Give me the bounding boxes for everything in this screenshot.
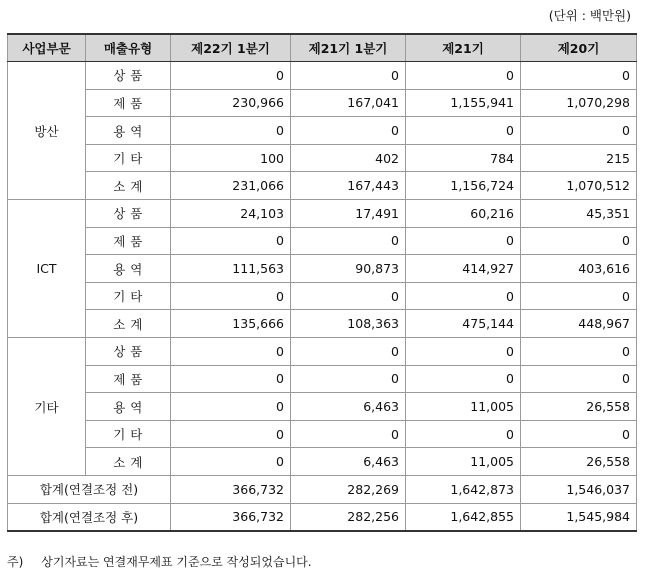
footnote-mark: 주)	[7, 555, 24, 569]
sales-type: 상 품	[86, 62, 171, 90]
cell-value: 1,642,855	[406, 503, 521, 531]
segment-name: 방산	[8, 62, 86, 200]
cell-value: 0	[521, 282, 637, 310]
cell-value: 0	[406, 365, 521, 393]
cell-value: 0	[171, 117, 291, 145]
sales-type: 소 계	[86, 448, 171, 476]
cell-value: 26,558	[521, 393, 637, 421]
sales-type: 상 품	[86, 338, 171, 366]
cell-value: 0	[171, 448, 291, 476]
sales-type: 용 역	[86, 393, 171, 421]
cell-value: 1,155,941	[406, 89, 521, 117]
sales-type: 제 품	[86, 227, 171, 255]
table-row	[8, 448, 637, 476]
table-row	[8, 89, 637, 117]
cell-value: 45,351	[521, 200, 637, 228]
table-row	[8, 172, 637, 200]
cell-value: 135,666	[171, 310, 291, 338]
cell-value: 0	[291, 338, 406, 366]
table-row	[8, 144, 637, 172]
cell-value: 0	[521, 227, 637, 255]
table-row	[8, 62, 637, 90]
sales-type: 소 계	[86, 310, 171, 338]
cell-value: 111,563	[171, 255, 291, 283]
cell-value: 1,156,724	[406, 172, 521, 200]
cell-value: 1,070,298	[521, 89, 637, 117]
cell-value: 402	[291, 144, 406, 172]
total-row-before-adjustment	[8, 476, 637, 504]
sales-type: 기 타	[86, 282, 171, 310]
table-row	[8, 338, 637, 366]
unit-label: (단위 : 백만원)	[548, 8, 631, 23]
cell-value: 403,616	[521, 255, 637, 283]
cell-value: 0	[521, 62, 637, 90]
cell-value: 282,256	[291, 503, 406, 531]
cell-value: 0	[406, 117, 521, 145]
total-row-after-adjustment	[8, 503, 637, 531]
cell-value: 414,927	[406, 255, 521, 283]
cell-value: 0	[406, 338, 521, 366]
cell-value: 0	[291, 420, 406, 448]
header-sales-type: 매출유형	[86, 34, 171, 62]
cell-value: 60,216	[406, 200, 521, 228]
sales-type: 제 품	[86, 365, 171, 393]
table-row	[8, 282, 637, 310]
cell-value: 282,269	[291, 476, 406, 504]
cell-value: 167,041	[291, 89, 406, 117]
segment-name: ICT	[8, 200, 86, 338]
cell-value: 0	[171, 393, 291, 421]
table-row	[8, 310, 637, 338]
total-label: 합계(연결조정 후)	[8, 503, 171, 531]
cell-value: 366,732	[171, 476, 291, 504]
cell-value: 0	[521, 420, 637, 448]
cell-value: 448,967	[521, 310, 637, 338]
sales-type: 상 품	[86, 200, 171, 228]
table-row	[8, 255, 637, 283]
cell-value: 24,103	[171, 200, 291, 228]
cell-value: 6,463	[291, 393, 406, 421]
cell-value: 230,966	[171, 89, 291, 117]
sales-table	[7, 33, 637, 532]
footnote-text: 상기자료는 연결재무제표 기준으로 작성되었습니다.	[41, 555, 312, 569]
footnote	[7, 553, 312, 570]
cell-value: 100	[171, 144, 291, 172]
cell-value: 0	[406, 227, 521, 255]
cell-value: 1,545,984	[521, 503, 637, 531]
cell-value: 1,070,512	[521, 172, 637, 200]
cell-value: 0	[521, 338, 637, 366]
cell-value: 0	[291, 282, 406, 310]
cell-value: 1,546,037	[521, 476, 637, 504]
cell-value: 167,443	[291, 172, 406, 200]
cell-value: 0	[171, 338, 291, 366]
cell-value: 11,005	[406, 393, 521, 421]
cell-value: 0	[171, 62, 291, 90]
cell-value: 0	[291, 365, 406, 393]
header-segment: 사업부문	[8, 34, 86, 62]
header-21-q1: 제21기 1분기	[291, 34, 406, 62]
cell-value: 0	[171, 420, 291, 448]
cell-value: 17,491	[291, 200, 406, 228]
table-row	[8, 365, 637, 393]
sales-type: 용 역	[86, 117, 171, 145]
cell-value: 1,642,873	[406, 476, 521, 504]
table-row	[8, 200, 637, 228]
cell-value: 475,144	[406, 310, 521, 338]
total-label: 합계(연결조정 전)	[8, 476, 171, 504]
table-row	[8, 227, 637, 255]
cell-value: 366,732	[171, 503, 291, 531]
cell-value: 11,005	[406, 448, 521, 476]
cell-value: 0	[171, 282, 291, 310]
cell-value: 0	[521, 117, 637, 145]
cell-value: 0	[406, 420, 521, 448]
cell-value: 0	[171, 227, 291, 255]
table-row	[8, 420, 637, 448]
cell-value: 231,066	[171, 172, 291, 200]
cell-value: 0	[291, 227, 406, 255]
table-row	[8, 117, 637, 145]
cell-value: 215	[521, 144, 637, 172]
cell-value: 0	[291, 62, 406, 90]
header-21: 제21기	[406, 34, 521, 62]
cell-value: 26,558	[521, 448, 637, 476]
cell-value: 0	[521, 365, 637, 393]
header-row	[8, 34, 637, 62]
segment-name: 기타	[8, 338, 86, 476]
cell-value: 0	[171, 365, 291, 393]
sales-type: 용 역	[86, 255, 171, 283]
header-22-q1: 제22기 1분기	[171, 34, 291, 62]
sales-type: 제 품	[86, 89, 171, 117]
sales-type: 기 타	[86, 420, 171, 448]
cell-value: 784	[406, 144, 521, 172]
sales-type: 소 계	[86, 172, 171, 200]
table-row	[8, 393, 637, 421]
cell-value: 90,873	[291, 255, 406, 283]
sales-type: 기 타	[86, 144, 171, 172]
cell-value: 0	[406, 282, 521, 310]
header-20: 제20기	[521, 34, 637, 62]
cell-value: 0	[406, 62, 521, 90]
cell-value: 108,363	[291, 310, 406, 338]
cell-value: 0	[291, 117, 406, 145]
cell-value: 6,463	[291, 448, 406, 476]
